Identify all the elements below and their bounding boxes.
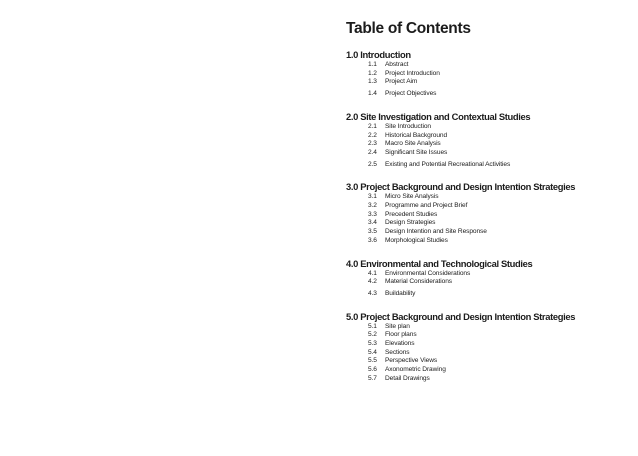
- toc-item-list: [346, 323, 636, 384]
- toc-item-number: 2.3: [368, 140, 377, 148]
- toc-item[interactable]: [346, 61, 636, 70]
- toc-item-label: Environmental Considerations: [385, 269, 471, 277]
- toc-section: [346, 49, 636, 99]
- toc-item-label: Perspective Views: [385, 357, 438, 365]
- toc-item[interactable]: [346, 219, 636, 228]
- toc-item-label: Project Introduction: [385, 69, 440, 77]
- toc-item-list: [346, 61, 636, 99]
- toc-item[interactable]: [346, 349, 636, 358]
- toc-item-label: Detail Drawings: [385, 374, 430, 382]
- toc-item-label: Micro Site Analysis: [385, 193, 439, 201]
- toc-item[interactable]: [346, 90, 636, 99]
- toc-item-number: 4.3: [368, 289, 377, 297]
- toc-item-number: 3.4: [368, 219, 377, 227]
- toc-item[interactable]: [346, 132, 636, 141]
- toc-item-number: 2.1: [368, 122, 377, 130]
- toc-section: [346, 258, 636, 299]
- toc-item-list: [346, 270, 636, 299]
- toc-item[interactable]: [346, 149, 636, 158]
- toc-item[interactable]: [346, 331, 636, 340]
- toc-item-label: Floor plans: [385, 331, 417, 339]
- toc-item-label: Project Aim: [385, 78, 418, 86]
- table-of-contents: [346, 20, 636, 396]
- toc-item-label: Buildability: [385, 289, 416, 297]
- toc-item[interactable]: [346, 78, 636, 87]
- toc-item-number: 1.3: [368, 78, 377, 86]
- toc-item-label: Sections: [385, 348, 410, 356]
- toc-item[interactable]: [346, 375, 636, 384]
- toc-section-title[interactable]: 5.0 Project Background and Design Intention Strategies: [346, 310, 576, 322]
- toc-item-number: 5.3: [368, 340, 377, 348]
- toc-item-number: 5.2: [368, 331, 377, 339]
- toc-item[interactable]: [346, 193, 636, 202]
- toc-item-number: 3.6: [368, 236, 377, 244]
- toc-item-label: Significant Site Issues: [385, 148, 448, 156]
- toc-item-label: Design Strategies: [385, 219, 436, 227]
- toc-item-label: Elevations: [385, 340, 415, 348]
- toc-item[interactable]: [346, 228, 636, 237]
- toc-item-label: Macro Site Analysis: [385, 140, 441, 148]
- toc-item[interactable]: [346, 357, 636, 366]
- toc-item[interactable]: [346, 140, 636, 149]
- toc-item[interactable]: [346, 278, 636, 287]
- toc-item-list: [346, 123, 636, 170]
- toc-item-number: 5.4: [368, 348, 377, 356]
- toc-item-number: 4.1: [368, 269, 377, 277]
- toc-sections: [346, 49, 636, 384]
- toc-item-number: 2.4: [368, 148, 377, 156]
- toc-item-label: Morphological Studies: [385, 236, 448, 244]
- toc-item[interactable]: [346, 366, 636, 375]
- toc-item-number: 3.3: [368, 210, 377, 218]
- toc-item[interactable]: [346, 123, 636, 132]
- toc-item-number: 5.1: [368, 322, 377, 330]
- toc-item-label: Abstract: [385, 61, 409, 68]
- toc-item[interactable]: [346, 237, 636, 246]
- toc-item-number: 3.5: [368, 228, 377, 236]
- toc-item-label: Project Objectives: [385, 90, 437, 98]
- toc-item[interactable]: [346, 70, 636, 79]
- toc-item-label: Material Considerations: [385, 278, 452, 286]
- toc-section-title[interactable]: 2.0 Site Investigation and Contextual Studies: [346, 110, 531, 122]
- toc-item[interactable]: [346, 202, 636, 211]
- toc-item-number: 5.6: [368, 366, 377, 374]
- toc-item-number: 3.1: [368, 193, 377, 201]
- toc-item-label: Precedent Studies: [385, 210, 438, 218]
- toc-item-number: 2.5: [368, 160, 377, 168]
- toc-item[interactable]: [346, 270, 636, 279]
- toc-item-list: [346, 193, 636, 245]
- toc-item[interactable]: [346, 161, 636, 170]
- toc-item[interactable]: [346, 323, 636, 332]
- toc-item-label: Axonometric Drawing: [385, 366, 446, 374]
- toc-section: [346, 311, 636, 384]
- toc-section: [346, 181, 636, 245]
- page-title: Table of Contents: [346, 20, 471, 37]
- toc-item-number: 5.7: [368, 374, 377, 382]
- toc-item-number: 3.2: [368, 202, 377, 210]
- toc-item-number: 2.2: [368, 131, 377, 139]
- toc-item-number: 1.1: [368, 61, 377, 68]
- toc-item[interactable]: [346, 340, 636, 349]
- toc-item-number: 1.4: [368, 90, 377, 98]
- toc-section-title[interactable]: 1.0 Introduction: [346, 49, 411, 60]
- toc-section: [346, 111, 636, 170]
- toc-item-label: Design Intention and Site Response: [385, 228, 487, 236]
- toc-item-label: Site Introduction: [385, 122, 431, 130]
- toc-item-number: 1.2: [368, 69, 377, 77]
- toc-item-number: 5.5: [368, 357, 377, 365]
- toc-item-label: Programme and Project Brief: [385, 202, 468, 210]
- toc-section-title[interactable]: 4.0 Environmental and Technological Studies: [346, 257, 533, 269]
- toc-item-number: 4.2: [368, 278, 377, 286]
- toc-item-label: Historical Background: [385, 131, 448, 139]
- toc-item-label: Existing and Potential Recreational Activities: [385, 160, 511, 168]
- toc-item[interactable]: [346, 211, 636, 220]
- toc-section-title[interactable]: 3.0 Project Background and Design Intention Strategies: [346, 181, 576, 193]
- toc-item-label: Site plan: [385, 322, 410, 330]
- toc-item[interactable]: [346, 290, 636, 299]
